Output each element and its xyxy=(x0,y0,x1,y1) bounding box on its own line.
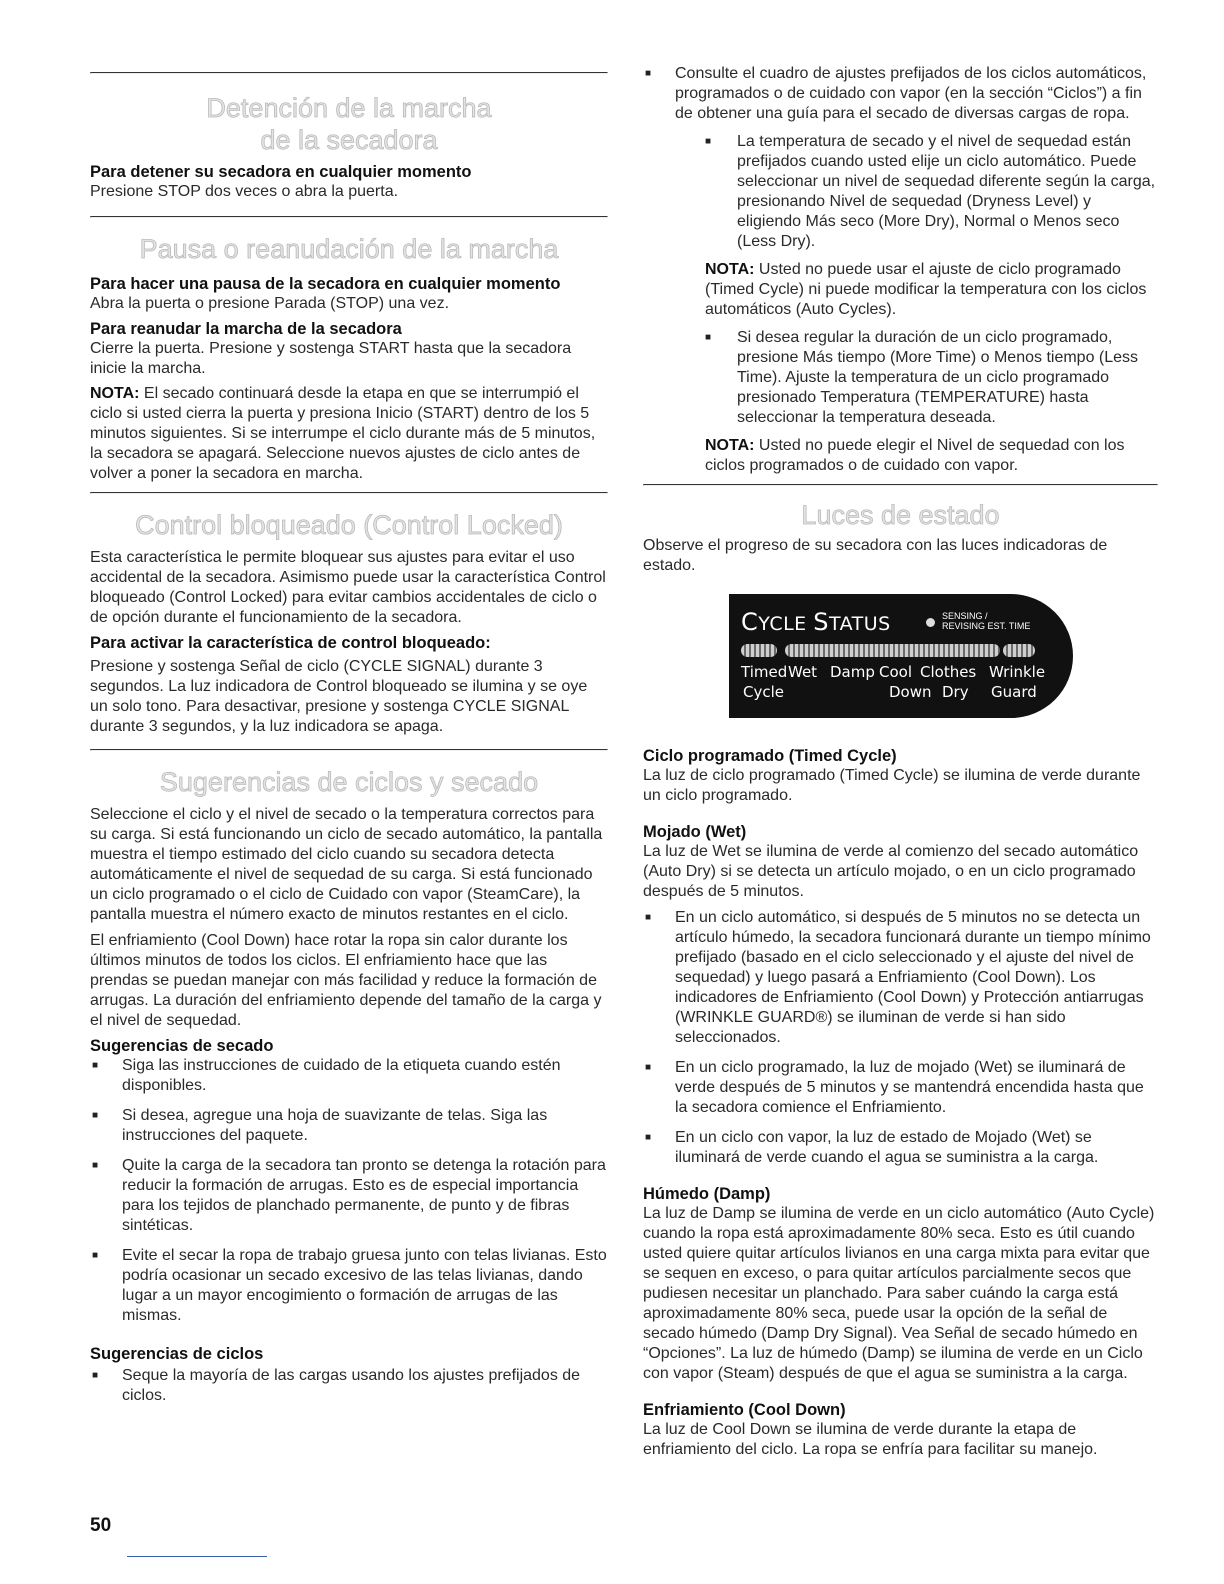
note xyxy=(643,260,1158,320)
paragraph: Seleccione el ciclo y el nivel de secado o la temperatura correctos para su carga. Si está funcionando un ciclo de secado automático, la pantalla muestra el tiempo estimado del ciclo cuando su secadora detecta automáticamente el nivel de sequedad de su carga. Si está funcionado un ciclo programado o el ciclo de Cuidado con vapor (SteamCare), la pantalla muestra el número exacto de minutos restantes en el ciclo. xyxy=(90,806,603,923)
subheading: Sugerencias de secado xyxy=(90,1037,274,1055)
list-item: ■ Consulte el cuadro de ajustes prefijados de los ciclos automáticos, programados o de cuidado con vapor (en la sección “Ciclos”) a fin de obtener una guía para el secado de diversas cargas de ropa. xyxy=(643,64,1158,124)
section-divider xyxy=(90,749,608,751)
section-title-line: Detención de la marcha xyxy=(206,93,492,123)
paragraph: Esta característica le permite bloquear sus ajustes para evitar el uso accidental de la secadora. Asimismo puede usar la característica Control bloqueado (Control Locked) para evitar cambios accidentales de ciclo o de opción durante el funcionamiento de la secadora. xyxy=(90,549,606,626)
status-label-timed: Timed xyxy=(741,663,788,681)
list-item: ■ En un ciclo con vapor, la luz de estado de Mojado (Wet) se iluminará de verde cuando el agua se suministra a la carga. xyxy=(643,1128,1158,1168)
list-item: ■ Quite la carga de la secadora tan pronto se detenga la rotación para reducir la formación de arrugas. Esto es de especial importancia para los tejidos de planchado permanente, de punto y de fibras sintéticas. xyxy=(90,1156,608,1236)
sub-bullet-list xyxy=(643,328,1158,428)
bullet-list xyxy=(643,908,1158,1168)
cycle-status-panel xyxy=(729,594,1073,718)
section-title-control-locked: Control bloqueado (Control Locked) xyxy=(135,510,563,540)
section-title-stop xyxy=(90,92,608,156)
paragraph: La luz de Wet se ilumina de verde al comienzo del secado automático (Auto Dry) si se detecta un artículo mojado, o en un ciclo programado después de 5 minutos. xyxy=(643,843,1139,900)
footer-link-line xyxy=(127,1556,267,1557)
paragraph: Abra la puerta o presione Parada (STOP) una vez. xyxy=(90,295,450,312)
note-text: Usted no puede usar el ajuste de ciclo programado (Timed Cycle) ni puede modificar la temperatura con los ciclos automáticos (Auto Cycles). xyxy=(705,261,1147,318)
note-label: NOTA: xyxy=(705,261,755,278)
subheading: Sugerencias de ciclos xyxy=(90,1345,264,1363)
section-divider xyxy=(90,72,608,74)
sensing-label-line: SENSING / xyxy=(942,611,988,621)
sensing-indicator-icon xyxy=(926,618,935,627)
list-item: ■ Siga las instrucciones de cuidado de la etiqueta cuando estén disponibles. xyxy=(90,1056,608,1096)
section-title-suggestions: Sugerencias de ciclos y secado xyxy=(159,767,539,797)
note xyxy=(643,436,1158,476)
title-letter: C xyxy=(741,608,759,636)
paragraph: Presione STOP dos veces o abra la puerta. xyxy=(90,183,399,200)
title-text: TATUS xyxy=(828,613,891,635)
note xyxy=(90,384,608,484)
status-label-wet: Wet xyxy=(788,663,818,681)
page-number: 50 xyxy=(90,1515,112,1536)
paragraph: La luz de ciclo programado (Timed Cycle) se ilumina de verde durante un ciclo programado. xyxy=(643,767,1141,804)
list-item: ■ La temperatura de secado y el nivel de sequedad están prefijados cuando usted elije un ciclo automático. Puede seleccionar un nivel de sequedad diferente según la carga, presionando Nivel de sequedad (Dryness Level) y eligiendo Más seco (More Dry), Normal o Menos seco (Less Dry). xyxy=(705,132,1158,252)
note-label: NOTA: xyxy=(705,437,755,454)
cycle-status-title xyxy=(741,608,891,638)
section-title-status-lights: Luces de estado xyxy=(801,500,1000,530)
right-column xyxy=(643,64,1158,1460)
paragraph: Presione y sostenga Señal de ciclo (CYCLE SIGNAL) durante 3 segundos. La luz indicadora de Control bloqueado se ilumina y se oye un solo tono. Para desactivar, presione y sostenga CYCLE SIGNAL durante 3 segundos, y la luz indicadora se apaga. xyxy=(90,658,588,735)
title-text: YCLE xyxy=(758,613,814,635)
list-item: ■ En un ciclo programado, la luz de mojado (Wet) se iluminará de verde después de 5 minutos y se mantendrá encendida hasta que la secadora comience el Enfriamiento. xyxy=(643,1058,1158,1118)
status-label-cool: Cool xyxy=(879,663,912,681)
subheading: Para hacer una pausa de la secadora en cualquier momento xyxy=(90,275,561,293)
status-label-clothes: Clothes xyxy=(920,663,977,681)
bullet-list xyxy=(643,64,1158,124)
list-item: ■ En un ciclo automático, si después de 5 minutos no se detecta un artículo húmedo, la secadora funcionará durante un tiempo mínimo prefijado (basado en el ciclo seleccionado y el ajuste del nivel de sequedad) y luego pasará a Enfriamiento (Cool Down). Los indicadores de Enfriamiento (Cool Down) y Protección antiarrugas (WRINKLE GUARD®) se iluminan de verde si han sido seleccionados. xyxy=(643,908,1158,1048)
status-label-down: Down xyxy=(889,683,932,701)
paragraph: La luz de Damp se ilumina de verde en un ciclo automático (Auto Cycle) cuando la ropa está aproximadamente 80% seca. Esto es útil cuando usted quiere quitar artículos livianos en una carga mixta para evitar que se sequen en exceso, o para quitar artículos parcialmente secos que pudiesen necesitar un planchado. Para saber cuándo la carga está aproximadamente 80% seca, puede usar la opción de la señal de secado húmedo (Damp Dry Signal). Vea Señal de secado húmedo en “Opciones”. La luz de húmedo (Damp) se ilumina de verde en un Ciclo con vapor (Steam) después de que el agua se suministra a la carga. xyxy=(643,1205,1155,1382)
subheading: Para activar la característica de control bloqueado: xyxy=(90,634,491,652)
list-item: ■ Evite el secar la ropa de trabajo gruesa junto con telas livianas. Esto podría ocasionar un secado excesivo de las telas livianas, dando lugar a un mayor encogimiento o formación de arrugas de las mismas. xyxy=(90,1246,608,1326)
subheading: Para reanudar la marcha de la secadora xyxy=(90,320,402,338)
status-label-wrinkle: Wrinkle xyxy=(989,663,1046,681)
section-divider xyxy=(90,492,608,494)
left-column xyxy=(90,64,608,1406)
subheading: Ciclo programado (Timed Cycle) xyxy=(643,747,897,765)
paragraph: La luz de Cool Down se ilumina de verde durante la etapa de enfriamiento del ciclo. La ropa se enfría para facilitar su manejo. xyxy=(643,1421,1098,1458)
status-light-progress xyxy=(785,644,1000,657)
subheading: Enfriamiento (Cool Down) xyxy=(643,1401,846,1419)
subheading: Mojado (Wet) xyxy=(643,823,747,841)
note-text: El secado continuará desde la etapa en que se interrumpió el ciclo si usted cierra la puerta y presiona Inicio (START) dentro de los 5 minutos siguientes. Si se interrumpe el ciclo durante más de 5 minutos, la secadora se apagará. Seleccione nuevos ajustes de ciclo antes de volver a poner la secadora en marcha. xyxy=(90,385,596,482)
bullet-list xyxy=(90,1366,608,1406)
section-divider xyxy=(90,216,608,218)
status-light-bar xyxy=(741,644,1035,657)
list-item: ■ Si desea regular la duración de un ciclo programado, presione Más tiempo (More Time) o Menos tiempo (Less Time). Ajuste la temperatura de un ciclo programado presionado Temperatura (TEMPERATURE) hasta seleccionar la temperatura deseada. xyxy=(705,328,1158,428)
status-label-guard: Guard xyxy=(991,683,1037,701)
list-item: ■ Si desea, agregue una hoja de suavizante de telas. Siga las instrucciones del paquete. xyxy=(90,1106,608,1146)
paragraph: Observe el progreso de su secadora con las luces indicadoras de estado. xyxy=(643,537,1108,574)
title-letter: S xyxy=(813,608,829,636)
status-light-timed xyxy=(741,644,777,657)
status-label-dry: Dry xyxy=(942,683,969,701)
status-light-wrinkle xyxy=(1003,644,1035,657)
paragraph: Cierre la puerta. Presione y sostenga START hasta que la secadora inicie la marcha. xyxy=(90,340,572,377)
bullet-list xyxy=(90,1056,608,1326)
sensing-label xyxy=(942,611,1052,631)
paragraph: El enfriamiento (Cool Down) hace rotar la ropa sin calor durante los últimos minutos de todos los ciclos. El enfriamiento hace que las prendas se puedan manejar con más facilidad y reduce la formación de arrugas. La duración del enfriamiento depende del tamaño de la carga y el nivel de sequedad. xyxy=(90,932,602,1029)
status-label-damp: Damp xyxy=(830,663,875,681)
sensing-label-line: REVISING EST. TIME xyxy=(942,621,1031,631)
sub-bullet-list xyxy=(643,132,1158,252)
section-title-line: de la secadora xyxy=(260,125,438,155)
section-divider xyxy=(643,484,1158,486)
status-label-cycle: Cycle xyxy=(743,683,784,701)
section-title-pause: Pausa o reanudación de la marcha xyxy=(139,234,559,264)
list-item: ■ Seque la mayoría de las cargas usando los ajustes prefijados de ciclos. xyxy=(90,1366,608,1406)
note-text: Usted no puede elegir el Nivel de sequedad con los ciclos programados o de cuidado con vapor. xyxy=(705,437,1125,474)
subheading: Para detener su secadora en cualquier momento xyxy=(90,163,472,181)
note-label: NOTA: xyxy=(90,385,140,402)
subheading: Húmedo (Damp) xyxy=(643,1185,771,1203)
